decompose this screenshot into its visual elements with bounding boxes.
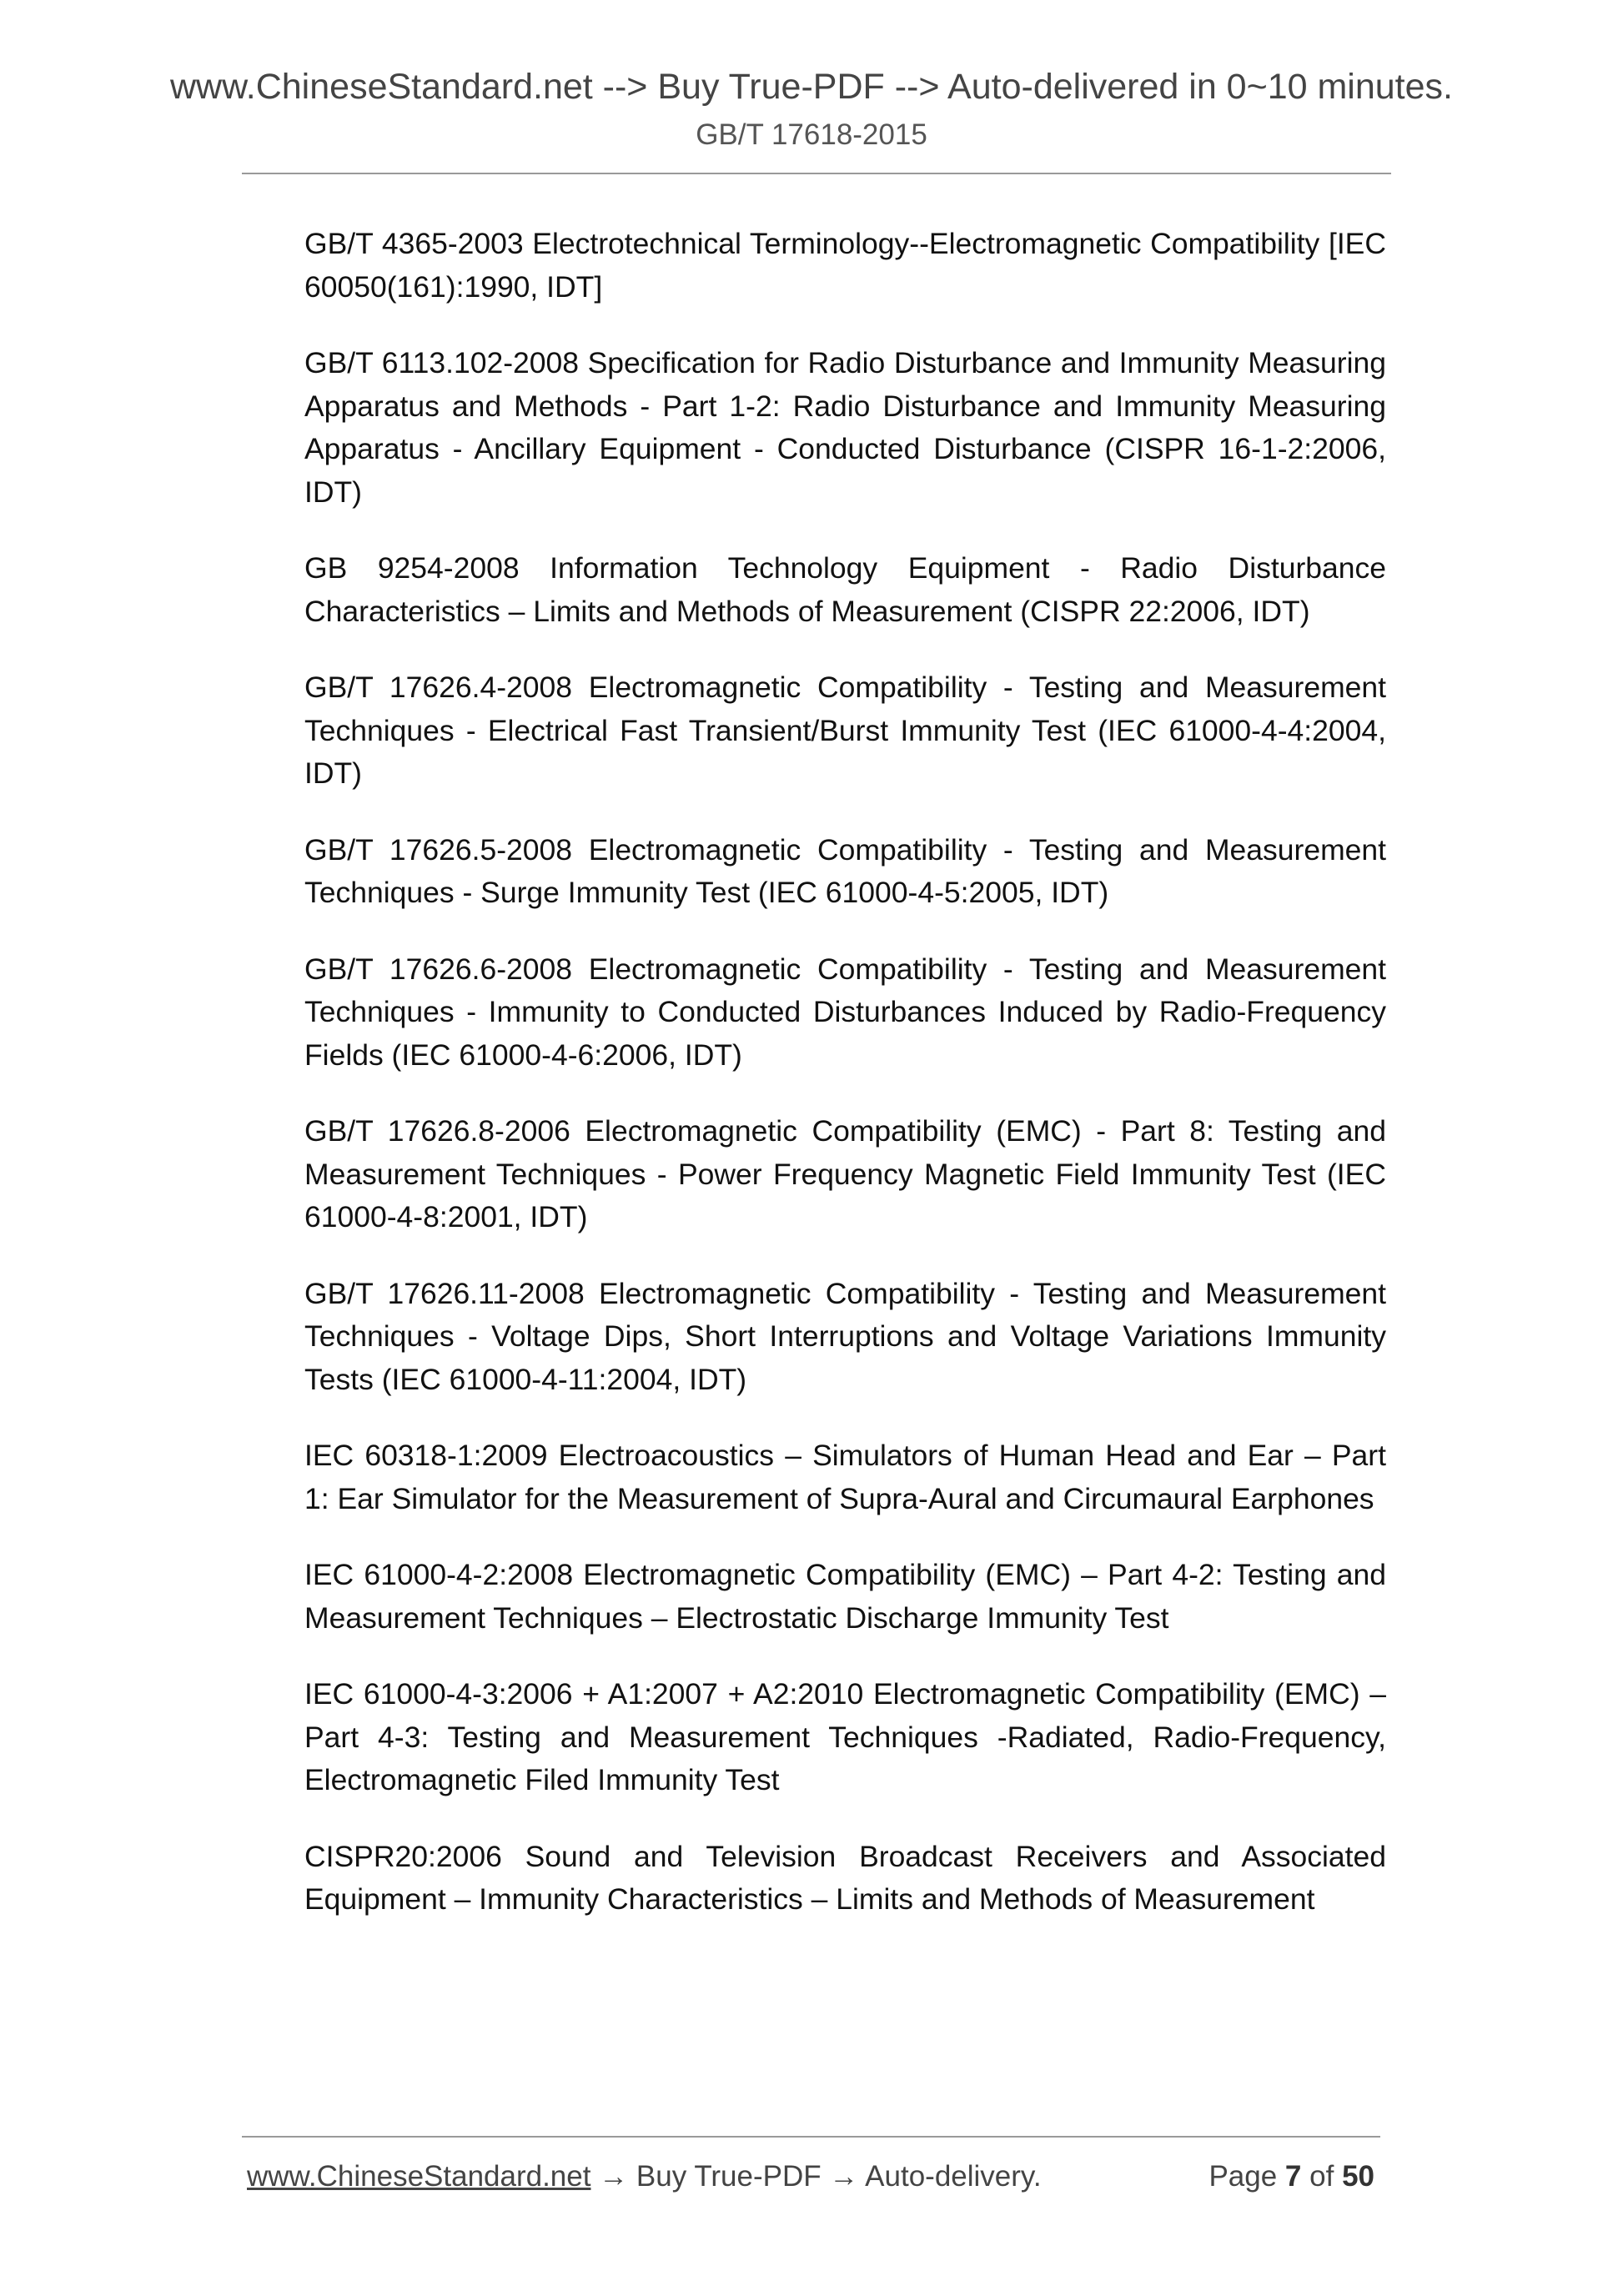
reference-item: GB/T 17626.8-2006 Electromagnetic Compatibility (EMC) - Part 8: Testing and Measurement Techniques - Power Frequency Magnetic Field Immunity Test (IEC 61000-4-8:2001, IDT) (304, 1114, 1386, 1233)
reference-item: IEC 61000-4-2:2008 Electromagnetic Compatibility (EMC) – Part 4-2: Testing and Measurement Techniques – Electrostatic Discharge Immunity Test (304, 1558, 1386, 1635)
reference-item: CISPR20:2006 Sound and Television Broadcast Receivers and Associated Equipment – Immunity Characteristics – Limits and Methods of Measurement (304, 1839, 1386, 1916)
footer-tagline: → Buy True-PDF → Auto-delivery. (590, 2160, 1042, 2193)
reference-item: GB/T 17626.5-2008 Electromagnetic Compatibility - Testing and Measurement Techniques - Surge Immunity Test (IEC 61000-4-5:2005, IDT) (304, 832, 1386, 909)
reference-item: IEC 61000-4-3:2006 + A1:2007 + A2:2010 Electromagnetic Compatibility (EMC) – Part 4-3: Testing and Measurement Techniques -Radiated, Radio-Frequency, Electromagnetic Filed Immunity Test (304, 1677, 1386, 1796)
of-word: of (1309, 2160, 1334, 2193)
page-number: 7 (1284, 2160, 1302, 2193)
standard-code: GB/T 17618-2015 (696, 118, 927, 151)
footer-promo (247, 2158, 1042, 2195)
footer-divider (242, 2136, 1380, 2138)
page-indicator (1208, 2158, 1374, 2195)
header-divider (242, 173, 1391, 174)
header-banner: www.ChineseStandard.net --> Buy True-PDF --> Auto-delivered in 0~10 minutes. (169, 67, 1453, 107)
page-footer (247, 2158, 1374, 2200)
reference-item: GB/T 17626.4-2008 Electromagnetic Compatibility - Testing and Measurement Techniques - Electrical Fast Transient/Burst Immunity Test (IEC 61000-4-4:2004, IDT) (304, 671, 1386, 790)
reference-item: GB 9254-2008 Information Technology Equipment - Radio Disturbance Characteristics – Limits and Methods of Measurement (CISPR 22:2006, IDT) (304, 551, 1386, 628)
reference-item: GB/T 4365-2003 Electrotechnical Terminology--Electromagnetic Compatibility [IEC 60050(161):1990, IDT] (304, 227, 1386, 304)
reference-item: GB/T 17626.11-2008 Electromagnetic Compatibility - Testing and Measurement Techniques - Voltage Dips, Short Interruptions and Voltage Variations Immunity Tests (IEC 61000-4-11:2004, IDT) (304, 1276, 1386, 1396)
website-link[interactable]: www.ChineseStandard.net (247, 2160, 591, 2193)
reference-item: GB/T 6113.102-2008 Specification for Radio Disturbance and Immunity Measuring Apparatus and Methods - Part 1-2: Radio Disturbance and Immunity Measuring Apparatus - Ancillary Equipment - Conducted Disturbance (CISPR 16-1-2:2006, IDT) (304, 346, 1386, 509)
reference-item: IEC 60318-1:2009 Electroacoustics – Simulators of Human Head and Ear – Part 1: Ear Simulator for the Measurement of Supra-Aural and Circumaural Earphones (304, 1439, 1386, 1515)
normative-references-list (304, 223, 1386, 1955)
reference-item: GB/T 17626.6-2008 Electromagnetic Compatibility - Testing and Measurement Techniques - Immunity to Conducted Disturbances Induced by Radio-Frequency Fields (IEC 61000-4-6:2006, IDT) (304, 952, 1386, 1072)
page-total: 50 (1342, 2160, 1374, 2193)
page-word: Page (1208, 2160, 1278, 2193)
